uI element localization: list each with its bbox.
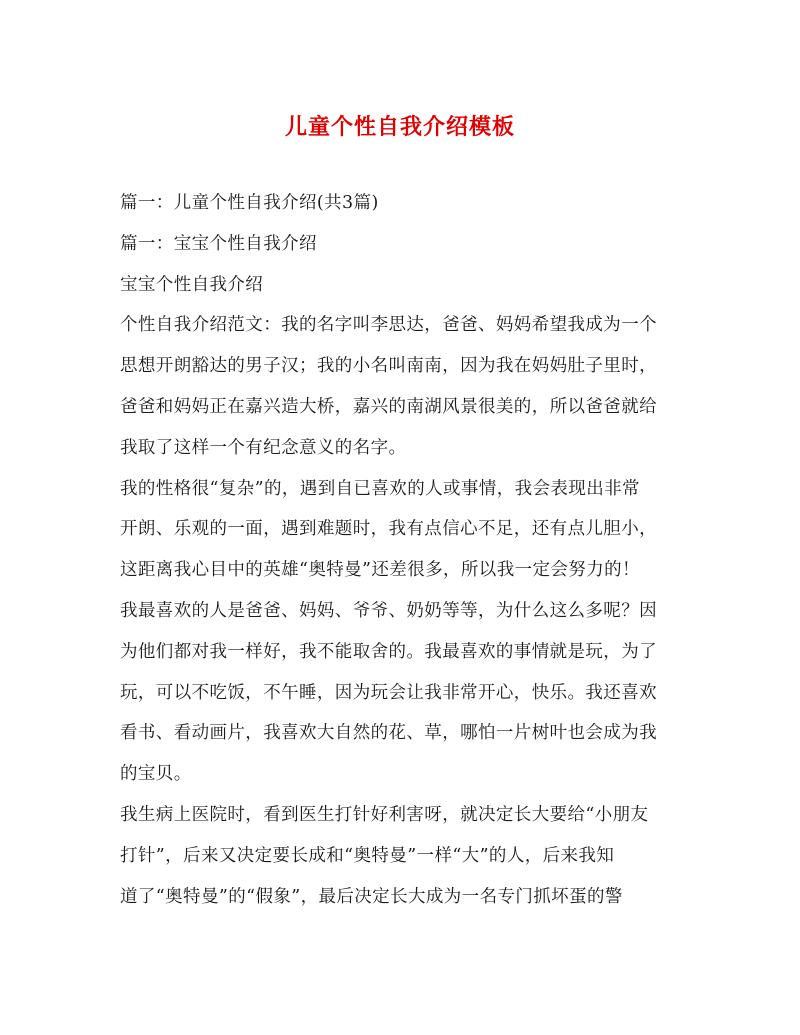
- body-line: 思想开朗豁达的男子汉；我的小名叫南南，因为我在妈妈肚子里时，: [120, 356, 657, 377]
- body-line: 我的性格很“复杂”的，遇到自已喜欢的人或事情，我会表现出非常: [120, 478, 640, 499]
- body-line: 看书、看动画片，我喜欢大自然的花、草，哪怕一片树叶也会成为我: [120, 723, 657, 744]
- body-line: 宝宝个性自我介绍: [120, 274, 264, 295]
- document-body: [120, 183, 686, 917]
- body-line: 篇一：儿童个性自我介绍(共3篇): [120, 193, 379, 213]
- body-line: 这距离我心目中的英雄“奥特曼”还差很多，所以我一定会努力的！: [120, 560, 640, 581]
- body-line: 我生病上医院时，看到医生打针好利害呀，就决定长大要给“小朋友: [120, 804, 649, 825]
- body-line: 个性自我介绍范文：我的名字叫李思达，爸爸、妈妈希望我成为一个: [120, 315, 657, 336]
- body-line: 为他们都对我一样好，我不能取舍的。我最喜欢的事情就是玩，为了: [120, 641, 657, 662]
- body-line: 篇一：宝宝个性自我介绍: [120, 233, 317, 254]
- body-line: 我最喜欢的人是爸爸、妈妈、爷爷、奶奶等等，为什么这么多呢？因: [120, 600, 657, 621]
- body-line: 道了“奥特曼”的“假象”，最后决定长大成为一名专门抓坏蛋的警: [120, 886, 623, 907]
- body-line: 的宝贝。: [120, 764, 192, 785]
- document-title: 儿童个性自我介绍模板: [284, 114, 515, 140]
- body-line: 爸爸和妈妈正在嘉兴造大桥，嘉兴的南湖风景很美的，所以爸爸就给: [120, 396, 657, 417]
- body-line: 打针”，后来又决定要长成和“奥特曼”一样“大”的人，后来我知: [120, 845, 615, 866]
- body-line: 我取了这样一个有纪念意义的名字。: [120, 437, 407, 458]
- body-line: 开朗、乐观的一面，遇到难题时，我有点信心不足，还有点儿胆小，: [120, 519, 657, 540]
- body-line: 玩，可以不吃饭，不午睡，因为玩会让我非常开心，快乐。我还喜欢: [120, 682, 657, 703]
